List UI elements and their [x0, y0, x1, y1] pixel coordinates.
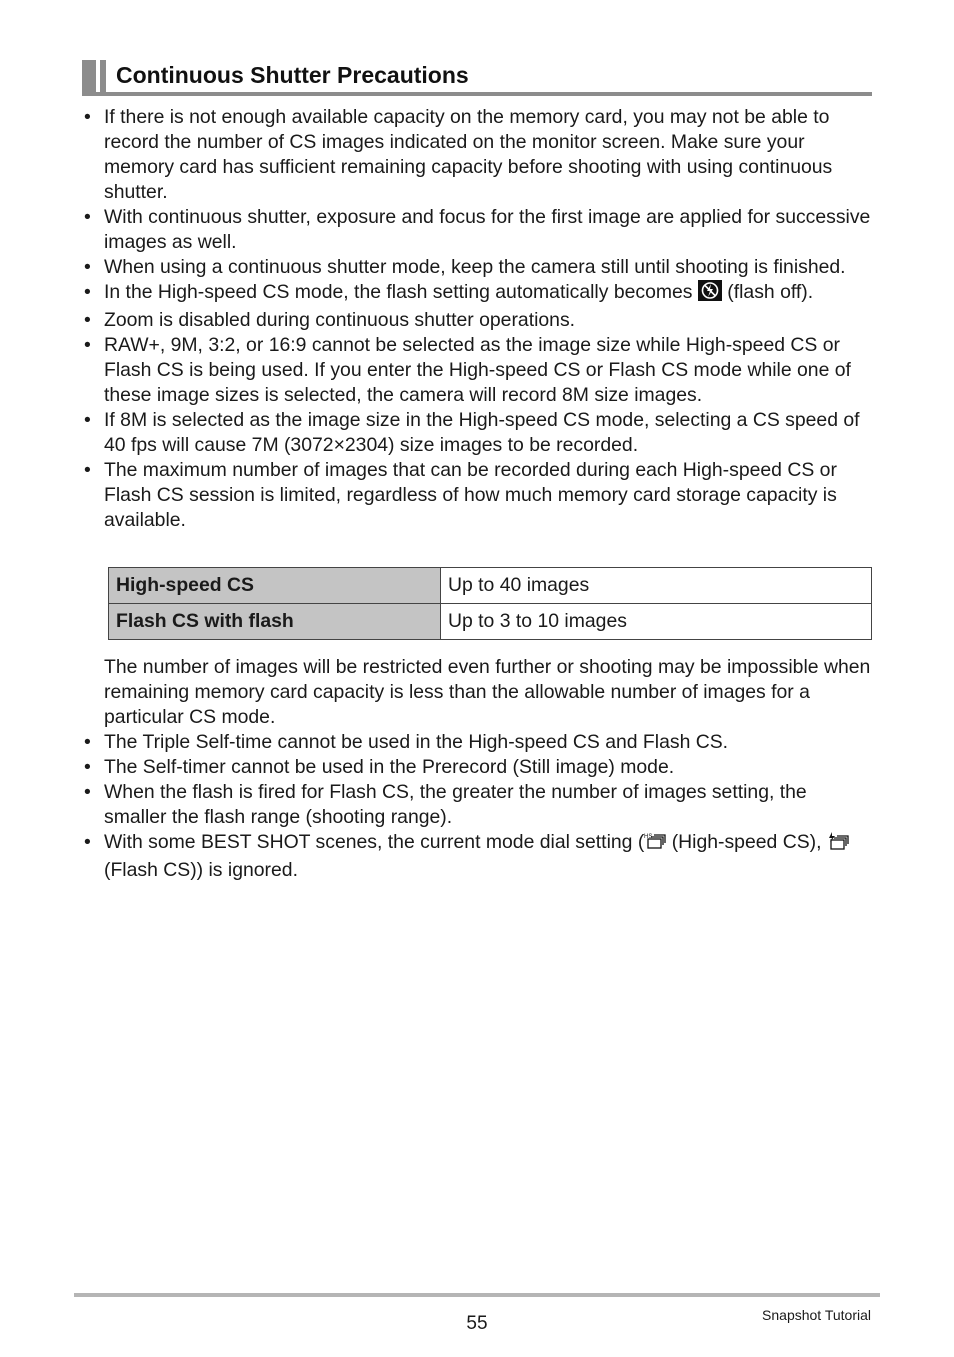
list-item: • With continuous shutter, exposure and focus for the first image are applied for successive images as well. [84, 206, 871, 253]
list-item: • RAW+, 9M, 3:2, or 16:9 cannot be selected as the image size while High-speed CS or Flash CS is being used. If you enter the High-speed CS or Flash CS mode while one of these image sizes is selected, the camera will record 8M size images. [84, 334, 851, 406]
list-item: • Zoom is disabled during continuous shutter operations. [84, 309, 576, 331]
list-item: • In the High-speed CS mode, the flash setting automatically becomes (flash off). [84, 280, 874, 308]
section-label: Snapshot Tutorial [762, 1307, 871, 1323]
high-speed-cs-icon [644, 832, 666, 858]
heading-marker-thin [100, 60, 106, 94]
flash-cs-icon [827, 832, 849, 858]
table-cell-limit: Up to 3 to 10 images [441, 604, 872, 640]
precautions-list-continued [84, 655, 874, 883]
list-item: • If 8M is selected as the image size in the High-speed CS mode, selecting a CS speed of 40 fps will cause 7M (3072×2304) size images to be recorded. [84, 409, 860, 456]
table-cell-mode: Flash CS with flash [109, 604, 441, 640]
table-row [109, 568, 872, 604]
list-item: • With some BEST SHOT scenes, the current mode dial setting ( HS (High-speed CS), (Flash CS)) is ignored. [84, 830, 874, 883]
list-item: • If there is not enough available capacity on the memory card, you may not be able to record the number of CS images indicated on the monitor screen. Make sure your memory card has sufficient remaining capacity before shooting with using continuous shutter. [84, 106, 833, 203]
list-item: • The maximum number of images that can be recorded during each High-speed CS or Flash CS session is limited, regardless of how much memory card storage capacity is available. [84, 459, 837, 531]
page-number: 55 [466, 1313, 488, 1334]
table-cell-limit: Up to 40 images [441, 568, 872, 604]
table-note: The number of images will be restricted even further or shooting may be impossible when remaining memory card capacity is less than the allowable number of images for a particular CS mode. [104, 656, 871, 728]
page-title: Continuous Shutter Precautions [116, 62, 469, 88]
section-heading [82, 58, 872, 96]
list-item: • When using a continuous shutter mode, keep the camera still until shooting is finished. [84, 256, 846, 278]
heading-underline [82, 92, 872, 96]
list-item: • The Triple Self-time cannot be used in the High-speed CS and Flash CS. [84, 731, 729, 753]
svg-text:HS: HS [644, 834, 653, 840]
list-item: • When the flash is fired for Flash CS, the greater the number of images setting, the smaller the flash range (shooting range). [84, 781, 807, 828]
footer-divider [74, 1293, 880, 1297]
image-limit-table [108, 567, 872, 640]
flash-off-icon [698, 280, 722, 308]
table-cell-mode: High-speed CS [109, 568, 441, 604]
table-row [109, 604, 872, 640]
heading-marker [82, 60, 96, 94]
list-item: • The Self-timer cannot be used in the Prerecord (Still image) mode. [84, 756, 675, 778]
precautions-list [84, 105, 874, 533]
